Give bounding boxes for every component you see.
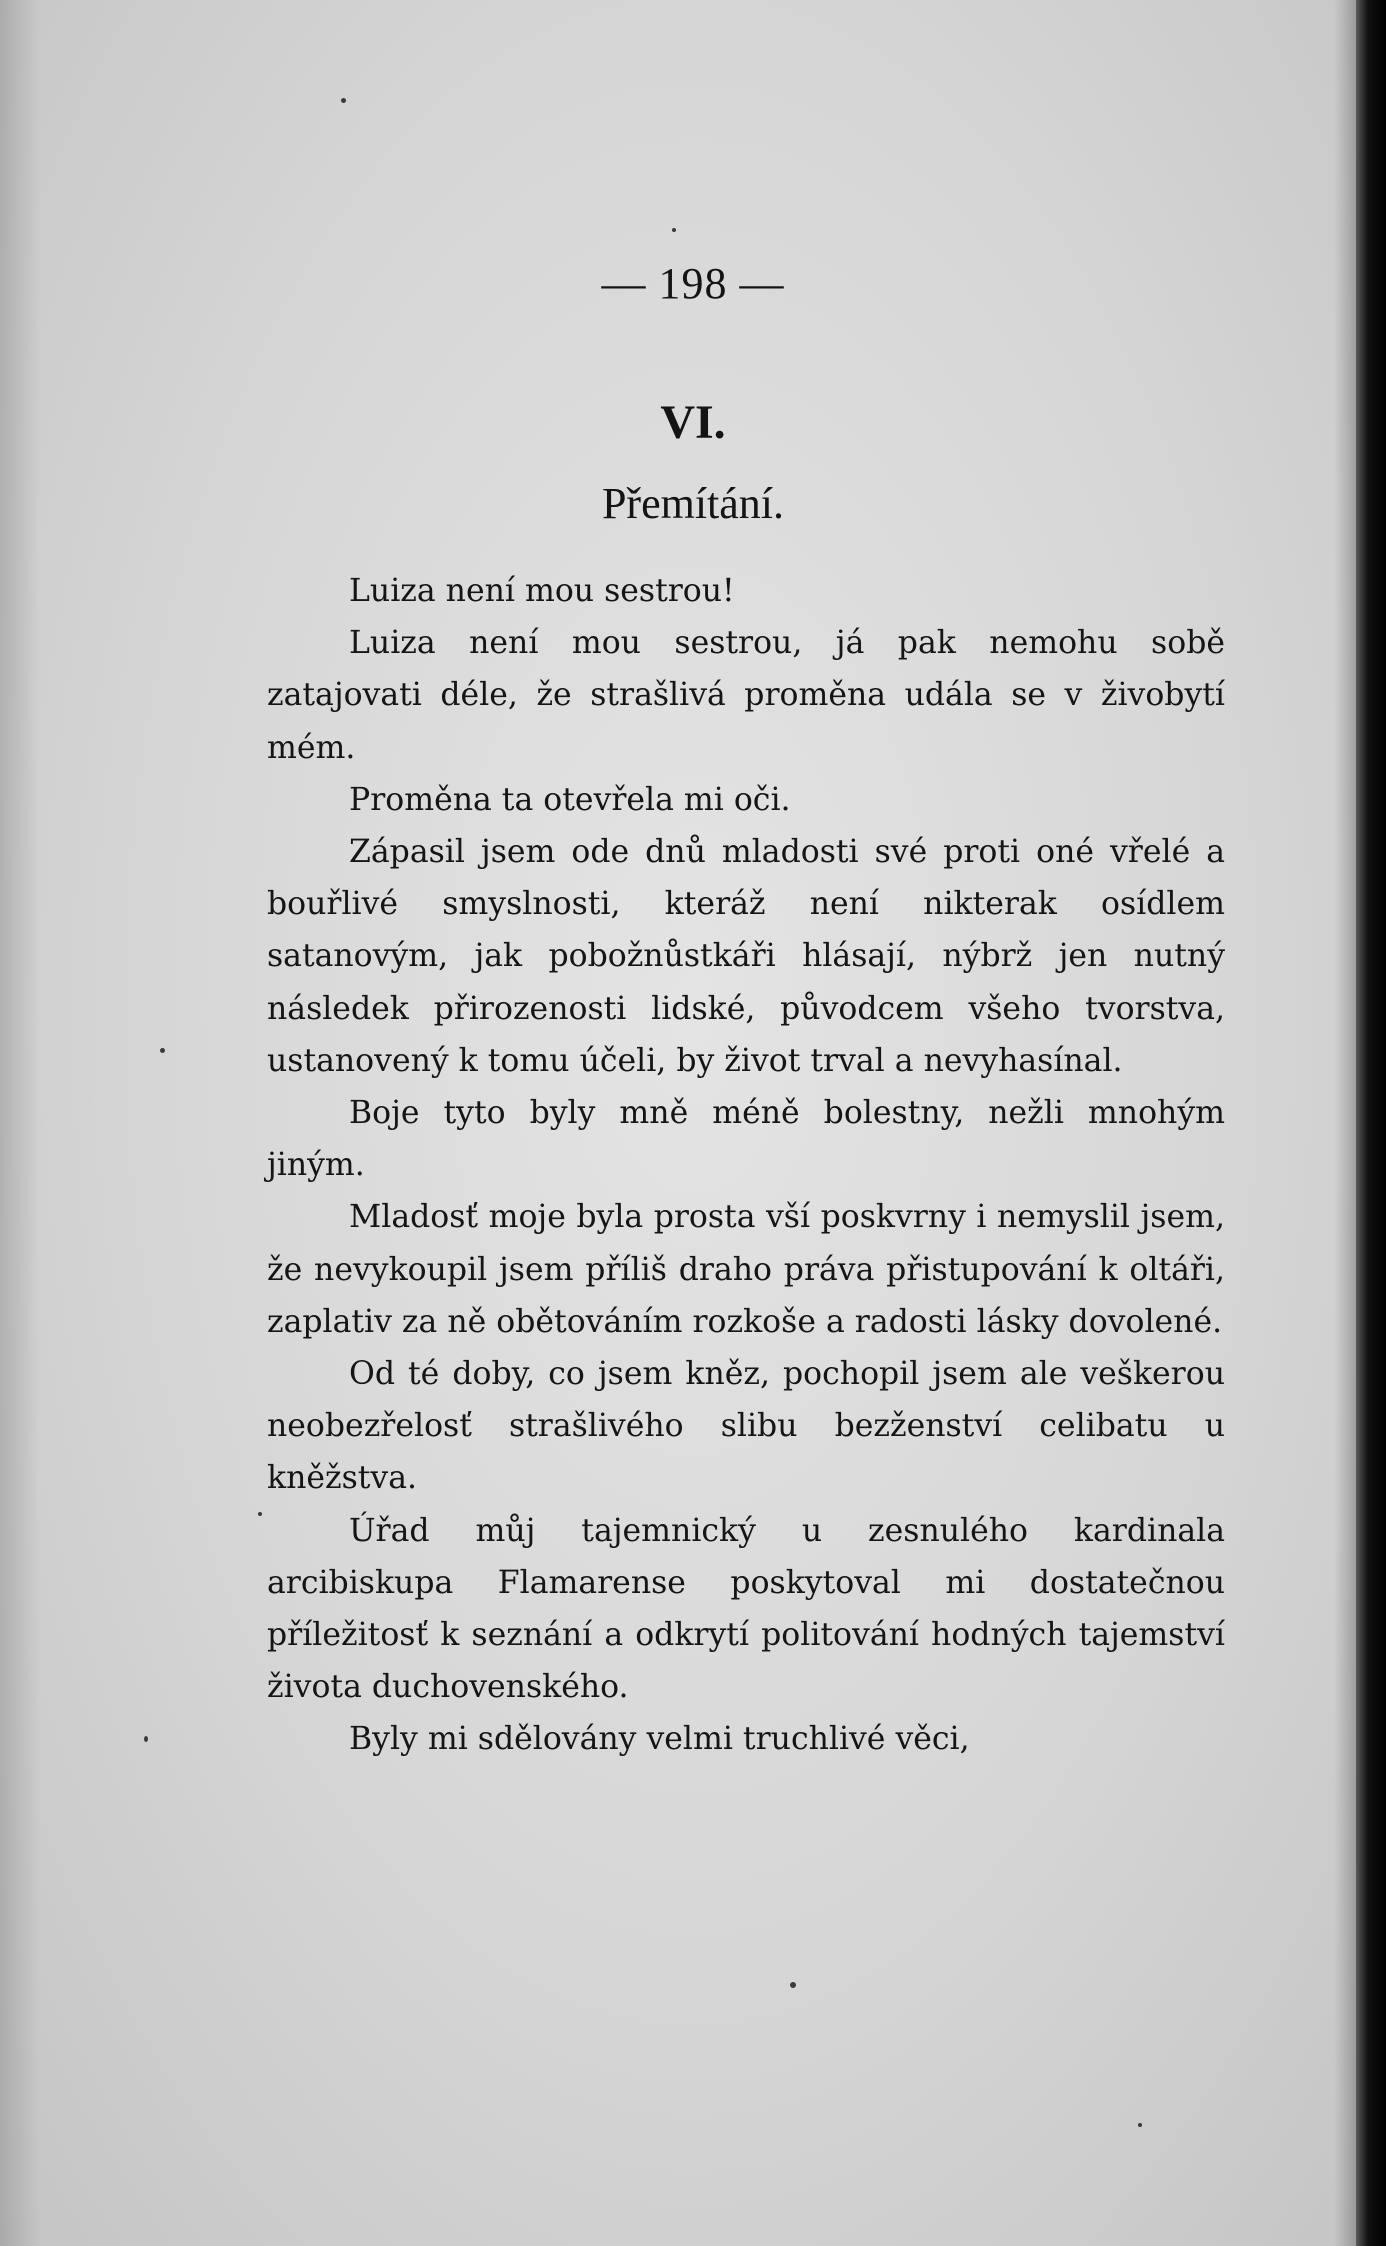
paragraph: Zápasil jsem ode dnů mladosti své proti oné vřelé a bouřlivé smyslnosti, kteráž není nikterak osídlem satanovým, jak pobožnůstkáři hlásají, nýbrž jen nutný následek přirozenosti lidské, původcem všeho tvorstva, ustanovený k tomu účeli, by život trval a nevyhasínal. [267,834,1225,1079]
paragraph: Úřad můj tajemnický u zesnulého kardinala arcibiskupa Flamarense poskytoval mi dostatečnou příležitosť k seznání a odkrytí politování hodných tajemství života duchovenského. [267,1512,1225,1706]
chapter-numeral: VI. [660,396,726,449]
chapter-title: Přemítání. [601,479,785,528]
chapter-body-text [267,565,1225,1766]
right-page-shadow [1334,0,1356,2246]
paragraph: Boje tyto byly mně méně bolestny, nežli mnohým jiným. [267,1095,1225,1184]
page-number: — 198 — [601,259,785,308]
right-scan-border [1356,0,1386,2246]
paragraph: Byly mi sdělovány velmi truchlivé věci, [349,1721,970,1758]
paragraph: Luiza není mou sestrou, já pak nemohu sobě zatajovati déle, že strašlivá proměna udála se v živobytí mém. [267,625,1225,766]
paragraph: Proměna ta otevřela mi oči. [349,781,791,818]
left-page-shadow [0,0,40,2246]
paragraph: Od té doby, co jsem kněz, pochopil jsem ale veškerou neobezřelosť strašlivého slibu bezženství celibatu u kněžstva. [267,1356,1225,1497]
paragraph: Mladosť moje byla prosta vší poskvrny i nemyslil jsem, že nevykoupil jsem příliš draho práva přistupování k oltáři, zaplativ za ně obětováním rozkoše a radosti lásky dovolené. [267,1199,1225,1340]
paragraph: Luiza není mou sestrou! [349,573,735,609]
